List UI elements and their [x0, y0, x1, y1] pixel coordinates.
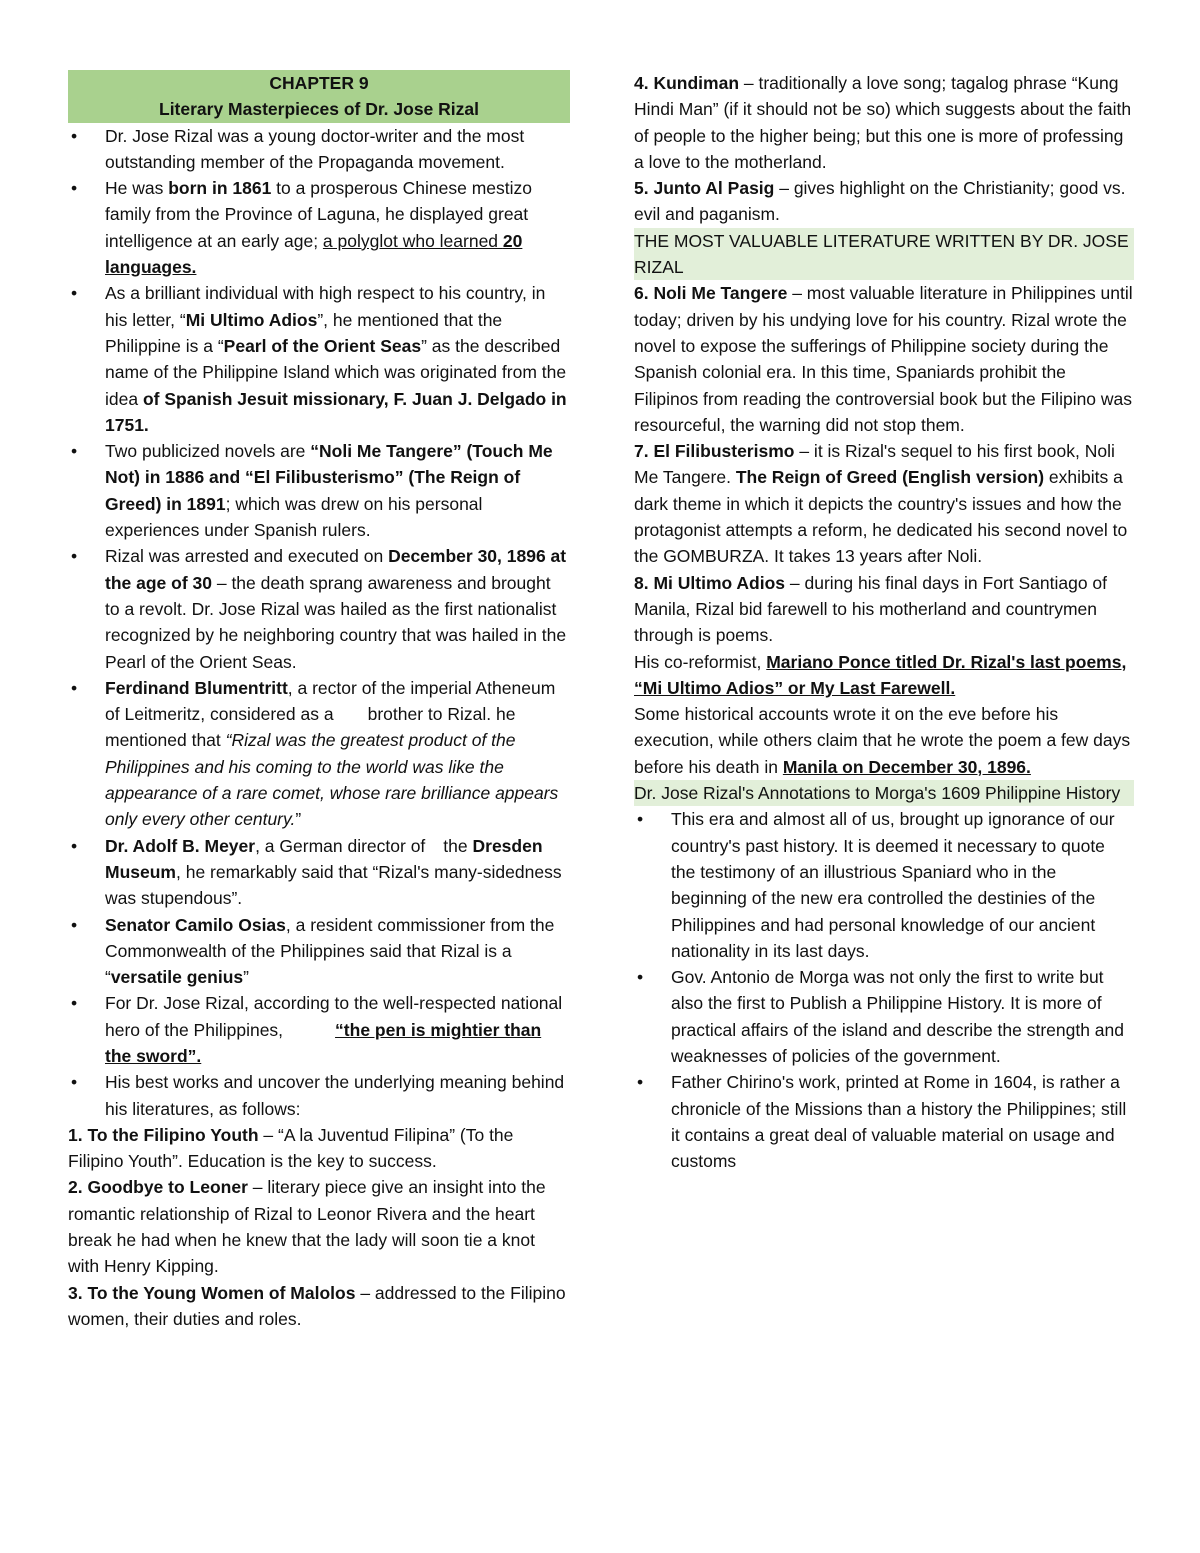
- bullet-pearl-of-orient: • As a brilliant individual with high respect to his country, in his letter, “Mi Ultimo Adios”, he mentioned that the Philippine is a “Pearl of the Orient Seas” as the described name of the Philippine Island which was originated from the idea of Spanish Jesuit missionary, F. Juan J. Delgado in 1751.: [68, 280, 570, 438]
- section-heading-annotations: Dr. Jose Rizal's Annotations to Morga's 1609 Philippine History: [634, 780, 1134, 806]
- bullet-morga: • Gov. Antonio de Morga was not only the first to write but also the first to Publish a Philippine History. It is more of practical affairs of the island and describe the strength and weaknesses of policies of the government.: [634, 964, 1134, 1069]
- bullet-past-history: • This era and almost all of us, brought up ignorance of our country's past history. It is deemed it necessary to quote the testimony of an illustrious Spaniard who in the beginning of the new era controlled the destinies of the Philippines and had personal knowledge of our ancient nationality in its last days.: [634, 806, 1134, 964]
- work-item-6: 6. Noli Me Tangere – most valuable literature in Philippines until today; driven by his undying love for his country. Rizal wrote the novel to expose the sufferings of Philippine society during the Spanish colonial era. In this time, Spaniards prohibit the Filipinos from reading the controversial book but the Filipino was resourceful, the warning did not stop them.: [634, 283, 1133, 435]
- bullet-blumentritt: • Ferdinand Blumentritt, a rector of the imperial Atheneum of Leitmeritz, considered as a brother to Rizal. he mentioned that “Rizal was the greatest product of the Philippines and his coming to the world was like the appearance of a rare comet, whose rare brilliance appears only every other century.”: [68, 675, 570, 833]
- bullet-chirino: • Father Chirino's work, printed at Rome in 1604, is rather a chronicle of the Missions than a history the Philippines; still it contains a great deal of valuable material on usage and customs: [634, 1069, 1134, 1174]
- section-heading-most-valuable: THE MOST VALUABLE LITERATURE WRITTEN BY DR. JOSE RIZAL: [634, 228, 1134, 281]
- right-column: [634, 70, 1134, 1174]
- bullet-novels: • Two publicized novels are “Noli Me Tangere” (Touch Me Not) in 1886 and “El Filibusterismo” (The Reign of Greed) in 1891; which was drew on his personal experiences under Spanish rulers.: [68, 438, 570, 543]
- bullet-intro: • Dr. Jose Rizal was a young doctor-writer and the most outstanding member of the Propaganda movement.: [68, 123, 570, 176]
- bullet-osias: • Senator Camilo Osias, a resident commissioner from the Commonwealth of the Philippines said that Rizal is a “versatile genius”: [68, 912, 570, 991]
- bullet-meyer: • Dr. Adolf B. Meyer, a German director of the Dresden Museum, he remarkably said that “Rizal's many-sidedness was stupendous”.: [68, 833, 570, 912]
- bullet-birth: • He was born in 1861 to a prosperous Chinese mestizo family from the Province of Laguna, he displayed great intelligence at an early age; a polyglot who learned 20 languages.: [68, 175, 570, 280]
- work-item-7: 7. El Filibusterismo – it is Rizal's sequel to his first book, Noli Me Tangere. The Reign of Greed (English version) exhibits a dark theme in which it depicts the country's issues and how the protagonist attempts a reform, he dedicated his second novel to the GOMBURZA. It takes 13 years after Noli.: [634, 441, 1128, 567]
- work-item-3: 3. To the Young Women of Malolos – addressed to the Filipino women, their duties and roles.: [68, 1282, 566, 1329]
- bullet-execution: • Rizal was arrested and executed on December 30, 1896 at the age of 30 – the death sprang awareness and brought to a revolt. Dr. Jose Rizal was hailed as the first nationalist recognized by he neighboring country that was hailed in the Pearl of the Orient Seas.: [68, 543, 570, 674]
- chapter-heading: [68, 70, 570, 123]
- left-column: [68, 70, 570, 1332]
- intro-bullet-list: [68, 123, 570, 1122]
- work-item-1: 1. To the Filipino Youth – “A la Juventud Filipina” (To the Filipino Youth”. Education is the key to success.: [68, 1124, 514, 1172]
- bullet-pen-mightier: • For Dr. Jose Rizal, according to the well-respected national hero of the Philippines, “the pen is mightier than the sword”.: [68, 990, 570, 1069]
- bullet-best-works: • His best works and uncover the underlying meaning behind his literatures, as follows:: [68, 1069, 570, 1122]
- work-item-8: 8. Mi Ultimo Adios – during his final days in Fort Santiago of Manila, Rizal bid farewell to his motherland and countrymen through is poems.: [634, 572, 1108, 646]
- work-item-5: 5. Junto Al Pasig – gives highlight on the Christianity; good vs. evil and paganism.: [634, 178, 1126, 225]
- annotations-bullet-list: [634, 806, 1134, 1174]
- chapter-number: CHAPTER 9: [269, 73, 369, 93]
- co-reformist-paragraph: His co-reformist, Mariano Ponce titled Dr. Rizal's last poems, “Mi Ultimo Adios” or My Last Farewell.: [634, 651, 1127, 698]
- historical-accounts-paragraph: Some historical accounts wrote it on the eve before his execution, while others claim that he wrote the poem a few days before his death in Manila on December 30, 1896.: [634, 704, 1131, 777]
- work-item-4: 4. Kundiman – traditionally a love song; tagalog phrase “Kung Hindi Man” (if it should not be so) which suggests about the faith of people to the higher being; but this one is more of professing a love to the motherland.: [634, 73, 1132, 172]
- chapter-title: Literary Masterpieces of Dr. Jose Rizal: [159, 99, 479, 120]
- work-item-2: 2. Goodbye to Leoner – literary piece give an insight into the romantic relationship of Rizal to Leonor Rivera and the heart break he had when he knew that the lady will soon tie a knot with Henry Kipping.: [68, 1177, 546, 1277]
